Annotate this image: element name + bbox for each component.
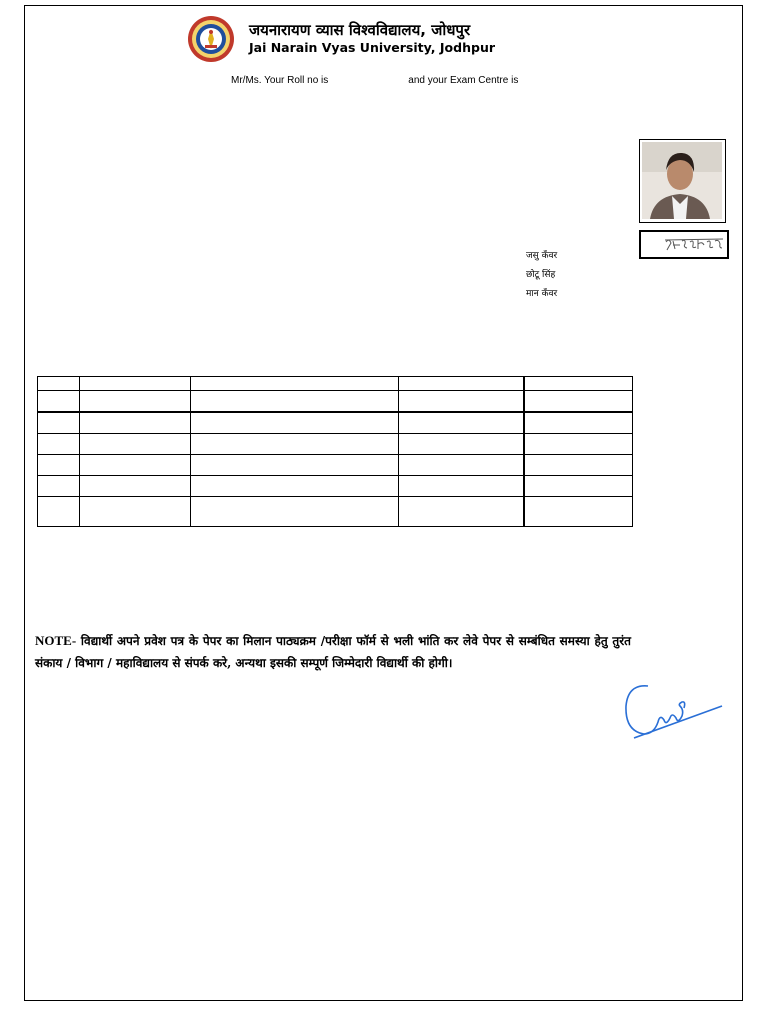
roll-centre-line (231, 75, 518, 86)
roll-number-label: Mr/Ms. Your Roll no is (231, 75, 329, 86)
father-name: छोटू सिंह (526, 270, 556, 280)
candidate-signature (639, 230, 729, 259)
mother-name: मान कँवर (526, 289, 558, 299)
subject-table (37, 376, 633, 527)
university-name-english: Jai Narain Vyas University, Jodhpur (249, 40, 496, 55)
note-text: विद्यार्थी अपने प्रवेश पत्र के पेपर का मिलान पाठ्यक्रम /परीक्षा फॉर्म से भली भांति कर लेवे पेपर से सम्बंधित समस्या हेतु तुरंत संकाय / विभाग / महाविद्यालय से संपर्क करे, अन्यथा इसकी सम्पूर्ण जिम्मेदारी विद्यार्थी की होगी। (35, 634, 631, 670)
table-row (38, 434, 633, 455)
candidate-name: जसु कँवर (526, 251, 558, 261)
table-row (38, 412, 633, 434)
note-label: NOTE- (35, 633, 77, 648)
university-name-hindi: जयनारायण व्यास विश्वविद्यालय, जोधपुर (249, 21, 471, 39)
university-seal-icon (187, 15, 235, 63)
note-paragraph (35, 630, 631, 674)
table-row (38, 377, 633, 391)
table-row (38, 476, 633, 497)
candidate-photo (639, 139, 726, 223)
table-row (38, 455, 633, 476)
authority-signature (620, 676, 730, 750)
table-row (38, 497, 633, 527)
table-row (38, 391, 633, 413)
exam-centre-label: and your Exam Centre is (408, 75, 519, 86)
